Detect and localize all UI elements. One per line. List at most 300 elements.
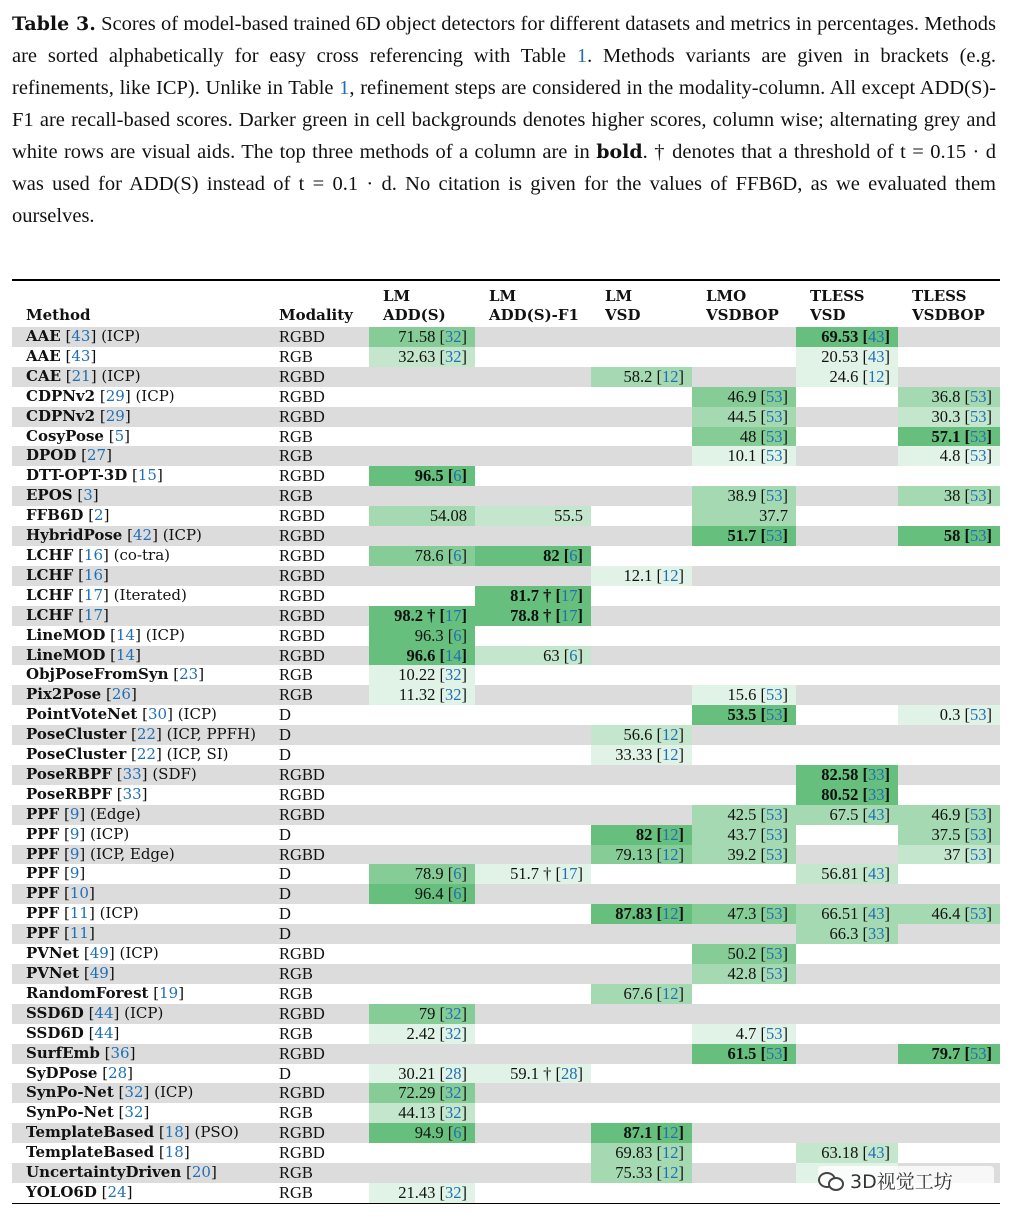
score-cell: 98.2 † [17] [369,606,475,626]
citation-link[interactable]: 24 [107,1182,127,1201]
score-cell [591,665,692,685]
citation-link[interactable]: 53 [970,904,987,924]
citation-link[interactable]: 12 [662,983,679,1003]
citation-link[interactable]: 53 [970,526,987,546]
citation-link[interactable]: 43 [868,1143,885,1163]
modality-cell: D [265,924,369,944]
citation-link[interactable]: 53 [766,406,783,426]
citation-link[interactable]: 5 [114,426,125,445]
score-value: 61.5 [727,1043,757,1063]
score-cell [898,586,1000,606]
citation-link[interactable]: 9 [69,864,80,883]
citation-link[interactable]: 53 [766,904,783,924]
citation-link[interactable]: 3 [83,486,93,505]
citation-link[interactable]: 28 [561,1063,578,1083]
score-value: 58 [943,526,961,546]
score-cell [898,347,1000,367]
score-cell [692,725,796,745]
citation-link[interactable]: 53 [970,1043,987,1063]
table-row [12,924,1000,944]
score-cell [475,745,591,765]
citation-link[interactable]: 16 [83,545,104,564]
score-cell [475,1083,591,1103]
citation-link[interactable]: 18 [164,1123,184,1142]
method-cell: FFB6D [2] [26,506,110,525]
score-cell [796,964,898,984]
table-row [12,825,1000,845]
score-cell [898,626,1000,646]
modality-cell: RGBD [265,1044,369,1064]
method-name: FFB6D [26,506,84,525]
citation-link[interactable]: 6 [453,864,462,884]
method-name: PointVoteNet [26,705,138,724]
citation-link[interactable]: 43 [868,804,885,824]
citation-link[interactable]: 53 [970,406,987,426]
score-cell [898,606,1000,626]
score-cell: 61.5 [53] [692,1044,796,1064]
method-cell: PVNet [49] (ICP) [26,944,159,963]
column-header-line2: VSDBOP [912,306,985,324]
citation-link[interactable]: 29 [105,386,125,405]
score-value: 67.6 [623,983,653,1003]
score-value: 50.2 [727,944,757,964]
score-cell [692,1123,796,1143]
citation-link[interactable]: 43 [868,904,885,924]
score-cell [796,984,898,1004]
score-cell [475,347,591,367]
score-cell [475,805,591,825]
method-variant: (Iterated) [113,585,187,604]
modality-cell: RGBD [265,566,369,586]
table-bottom-rule [12,1203,1000,1204]
citation-link[interactable]: 6 [453,1123,462,1143]
score-cell: 63 [6] [475,646,591,666]
score-cell [898,327,1000,347]
score-value: 46.9 [727,386,757,406]
score-value: 71.58 [398,327,436,346]
score-value: 51.7 † [510,864,552,884]
citation-link[interactable]: 36 [110,1043,130,1062]
citation-link[interactable]: 53 [970,386,987,406]
score-cell [898,546,1000,566]
score-cell [369,1143,475,1163]
score-cell [898,1123,1000,1143]
score-cell [475,407,591,427]
score-cell [475,884,591,904]
score-cell [796,1044,898,1064]
score-cell [692,1083,796,1103]
table-row [12,745,1000,765]
citation-link[interactable]: 43 [868,346,885,366]
score-value: 39.2 [727,844,757,864]
table-row [12,785,1000,805]
score-cell: 15.6 [53] [692,685,796,705]
method-cell: CDPNv2 [29] [12,407,265,427]
score-cell [475,705,591,725]
table-row [12,964,1000,984]
method-name: SyDPose [26,1063,98,1082]
score-cell [369,1163,475,1183]
citation-link[interactable]: 32 [445,685,462,705]
citation-link[interactable]: 12 [662,565,679,585]
score-cell [898,646,1000,666]
citation-link[interactable]: 9 [69,824,80,843]
score-cell: 46.4 [53] [898,904,1000,924]
score-value: 81.7 † [510,585,552,605]
score-cell: 96.6 [14] [369,646,475,666]
citation-link[interactable]: 32 [124,1103,144,1122]
method-variant: (co-tra) [113,545,171,564]
score-value: 38.9 [727,486,757,506]
score-cell [796,1004,898,1024]
citation-link[interactable]: 2 [94,506,104,525]
citation-link[interactable]: 6 [569,645,578,665]
citation-link[interactable]: 19 [159,983,179,1002]
citation-link[interactable]: 6 [453,466,462,486]
citation-link[interactable]: 14 [116,625,136,644]
score-value: 56.6 [623,725,653,745]
citation-link[interactable]: 32 [445,1182,462,1202]
score-cell [796,506,898,526]
citation-link[interactable]: 32 [445,1003,462,1023]
table-row [12,606,1000,626]
method-variant: (ICP) [90,824,130,843]
column-header [265,281,369,327]
method-name: SurfEmb [26,1043,100,1062]
citation-link[interactable]: 15 [137,466,157,485]
score-value: 42.5 [727,804,757,824]
method-cell: ObjPoseFromSyn [23] [26,665,205,684]
method-name: PPF [26,824,60,843]
score-cell: 46.9 [53] [692,387,796,407]
method-name: LCHF [26,605,74,624]
score-cell [898,1083,1000,1103]
score-cell: 66.51 [43] [796,904,898,924]
score-cell [692,864,796,884]
score-cell [475,486,591,506]
score-value: 96.5 [414,466,444,486]
column-header-line1 [26,287,265,306]
column-header [796,281,898,327]
citation-link[interactable]: 32 [445,1083,462,1103]
score-cell [692,327,796,347]
score-cell [898,765,1000,785]
citation-link[interactable]: 53 [970,804,987,824]
citation-link[interactable]: 28 [445,1063,462,1083]
citation-link[interactable]: 12 [662,904,679,924]
method-cell: SyDPose [28] [26,1063,134,1082]
citation-link[interactable]: 53 [766,1023,783,1043]
citation-link[interactable]: 6 [569,545,578,565]
score-cell [692,785,796,805]
citation-link[interactable]: 53 [766,486,783,506]
score-cell [796,566,898,586]
method-name: DPOD [26,446,77,465]
citation-link[interactable]: 10 [69,884,89,903]
score-cell [796,1083,898,1103]
score-cell [475,446,591,466]
score-value: 75.33 [615,1163,653,1183]
citation-link[interactable]: 28 [108,1063,128,1082]
citation-link[interactable]: 12 [662,725,679,745]
citation-link[interactable]: 33 [868,784,885,804]
citation-link[interactable]: 53 [766,685,783,705]
citation-link[interactable]: 53 [766,824,783,844]
citation-link[interactable]: 53 [970,426,987,446]
citation-link[interactable]: 17 [83,585,104,604]
citation-link[interactable]: 32 [445,346,462,366]
method-cell: PoseRBPF [33] [26,784,148,803]
citation-link[interactable]: 16 [83,565,104,584]
caption-ref-link[interactable]: 1 [339,77,350,99]
score-cell: 82 [6] [475,546,591,566]
citation-link[interactable]: 53 [766,944,783,964]
score-cell: 69.83 [12] [591,1143,692,1163]
score-value: 63.18 [821,1143,859,1163]
table-row [12,1064,1000,1084]
citation-link[interactable]: 12 [662,1163,679,1183]
score-cell [692,745,796,765]
method-cell: LCHF [16] [12,566,265,586]
modality-cell: RGBD [265,407,369,427]
table-row [12,1083,1000,1103]
citation-link[interactable]: 9 [69,804,80,823]
modality-cell: RGBD [279,625,325,645]
citation-link[interactable]: 32 [445,327,462,346]
score-cell [369,367,475,387]
table-row [12,347,1000,367]
citation-link[interactable]: 49 [89,944,109,963]
citation-link[interactable]: 33 [868,764,885,784]
score-value: 66.51 [821,904,859,924]
score-value: 82.58 [821,764,859,784]
citation-link[interactable]: 32 [445,1023,462,1043]
score-cell [591,1004,692,1024]
citation-link[interactable]: 12 [662,844,679,864]
column-header-line2: VSDBOP [706,306,779,324]
citation-link[interactable]: 17 [561,864,578,884]
method-name: SSD6D [26,1023,84,1042]
score-cell: 0.3 [53] [898,705,1000,725]
method-name: PPF [26,804,60,823]
citation-link[interactable]: 53 [766,804,783,824]
citation-link[interactable]: 18 [164,1143,184,1162]
score-value: 53.5 [727,705,757,725]
score-cell: 71.58 [32] [369,327,475,347]
modality-cell: RGBD [265,646,369,666]
citation-link[interactable]: 32 [124,1083,144,1102]
citation-link[interactable]: 6 [453,625,462,645]
citation-link[interactable]: 12 [868,366,885,386]
results-table-container [12,279,1000,1204]
citation-link[interactable]: 32 [445,1103,462,1123]
score-cell [796,606,898,626]
method-name: EPOS [26,486,73,505]
citation-link[interactable]: 53 [766,964,783,983]
citation-link[interactable]: 53 [970,705,987,725]
modality-cell: RGB [279,1023,313,1043]
score-cell [692,665,796,685]
score-cell [369,765,475,785]
citation-link[interactable]: 43 [71,346,91,365]
score-cell [898,785,1000,805]
score-cell: 82.58 [33] [796,765,898,785]
table-row [12,984,1000,1004]
score-cell [475,506,591,526]
modality-cell: D [265,884,369,904]
method-cell: HybridPose [42] (ICP) [12,526,265,546]
citation-link[interactable]: 53 [970,844,987,864]
citation-link[interactable]: 6 [453,545,462,565]
citation-link[interactable]: 44 [94,1023,114,1042]
citation-link[interactable]: 23 [179,665,199,684]
method-name: CAE [26,366,62,385]
citation-link[interactable]: 27 [87,446,107,465]
citation-link[interactable]: 20 [191,1163,211,1182]
score-value: 30.3 [931,406,961,426]
citation-link[interactable]: 53 [970,824,987,844]
citation-link[interactable]: 12 [662,824,679,844]
score-cell [796,725,898,745]
score-value: 46.9 [931,804,961,824]
citation-link[interactable]: 12 [662,1143,679,1163]
score-cell [898,864,1000,884]
method-cell: AAE [43] [26,346,97,365]
score-cell [475,984,591,1004]
score-cell: 51.7 [53] [692,526,796,546]
score-cell: 36.8 [53] [898,387,1000,407]
citation-link[interactable]: 44 [94,1003,114,1022]
citation-link[interactable]: 21 [71,366,91,385]
citation-link[interactable]: 29 [105,406,125,425]
citation-link[interactable]: 53 [766,844,783,864]
method-name: AAE [26,346,61,365]
score-cell [369,745,475,765]
citation-link[interactable]: 49 [89,964,109,982]
score-cell [796,486,898,506]
modality-cell: RGBD [265,805,369,825]
score-cell: 69.53 [43] [796,327,898,347]
method-variant: (ICP, Edge) [90,844,175,863]
citation-link[interactable]: 22 [136,745,156,764]
citation-link[interactable]: 42 [132,526,153,545]
method-cell: LCHF [17] (Iterated) [26,585,187,604]
method-cell: PPF [9] [26,864,86,883]
score-cell [369,785,475,805]
citation-link[interactable]: 30 [147,705,168,724]
citation-link[interactable]: 22 [136,725,156,744]
method-name: DTT-OPT-3D [26,466,128,485]
citation-link[interactable]: 43 [868,327,885,346]
score-cell [692,566,796,586]
score-cell: 80.52 [33] [796,785,898,805]
citation-link[interactable]: 11 [69,924,89,943]
citation-link[interactable]: 33 [122,784,142,803]
score-cell [591,407,692,427]
score-cell [796,944,898,964]
score-cell [475,1163,591,1183]
citation-link[interactable]: 11 [69,904,89,923]
citation-link[interactable]: 53 [766,386,783,406]
table-row [12,665,1000,685]
score-cell [796,446,898,466]
citation-link[interactable]: 14 [445,645,462,665]
citation-link[interactable]: 12 [662,745,679,765]
citation-link[interactable]: 12 [662,366,679,386]
score-value: 12.1 [623,565,653,585]
score-cell [475,1044,591,1064]
citation-link[interactable]: 32 [445,665,462,685]
score-cell: 63.18 [43] [796,1143,898,1163]
score-cell [796,466,898,486]
citation-link[interactable]: 12 [662,1123,679,1143]
score-cell: 46.9 [53] [898,805,1000,825]
score-value: 43.7 [727,824,757,844]
citation-link[interactable]: 53 [766,1043,783,1063]
score-cell [591,606,692,626]
score-cell [475,825,591,845]
citation-link[interactable]: 9 [69,844,80,863]
citation-link[interactable]: 17 [561,585,578,605]
score-value: 10.1 [727,446,757,466]
table-row [12,486,1000,506]
score-value: 0.3 [939,705,961,725]
citation-link[interactable]: 53 [970,446,987,466]
score-cell: 38 [53] [898,486,1000,506]
citation-link[interactable]: 17 [83,605,104,624]
watermark [818,1166,994,1194]
score-value: 78.8 † [510,605,552,625]
score-cell [591,765,692,785]
citation-link[interactable]: 53 [766,526,783,546]
score-cell [591,646,692,666]
citation-link[interactable]: 33 [122,764,142,783]
score-value: 79 [418,1003,436,1023]
score-value: 72.29 [398,1083,436,1103]
citation-link[interactable]: 6 [453,884,462,904]
score-cell: 56.81 [43] [796,864,898,884]
citation-link[interactable]: 43 [71,327,91,345]
score-cell [369,586,475,606]
citation-link[interactable]: 53 [766,426,783,446]
score-value: 51.7 [727,526,757,546]
citation-link[interactable]: 14 [116,645,136,664]
caption-ref-link[interactable]: 1 [576,45,588,67]
citation-link[interactable]: 33 [868,924,885,944]
method-name: PoseRBPF [26,784,112,803]
score-value: 78.6 [414,545,444,565]
column-header [692,281,796,327]
score-cell [369,944,475,964]
citation-link[interactable]: 53 [970,486,987,506]
citation-link[interactable]: 26 [111,685,131,704]
score-value: 10.22 [398,665,436,685]
score-cell: 81.7 † [17] [475,586,591,606]
score-cell [591,626,692,646]
citation-link[interactable]: 53 [766,446,783,466]
column-header-line1 [279,287,369,306]
score-cell [475,685,591,705]
score-cell: 59.1 † [28] [475,1064,591,1084]
score-cell [692,765,796,785]
citation-link[interactable]: 53 [766,705,783,725]
citation-link[interactable]: 43 [868,864,885,884]
method-cell: PPF [9] (ICP) [26,824,130,843]
score-cell [591,446,692,466]
score-cell [796,1064,898,1084]
citation-link[interactable]: 17 [445,605,462,625]
citation-link[interactable]: 17 [561,605,578,625]
